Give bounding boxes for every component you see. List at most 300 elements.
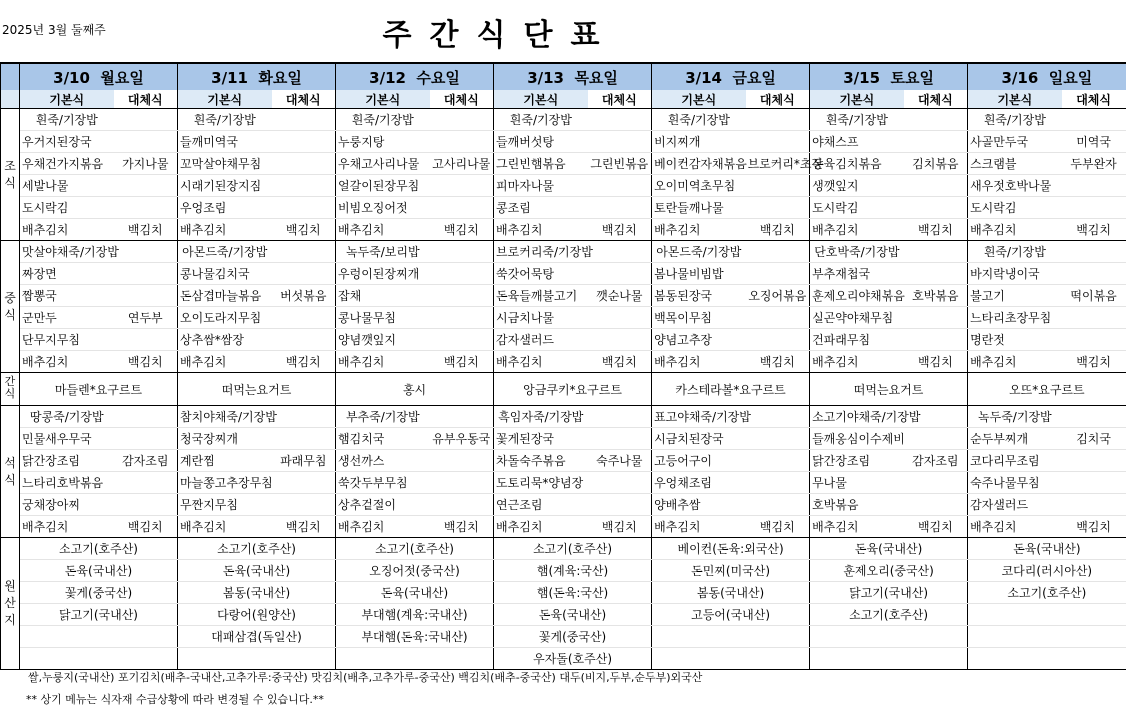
alt-menu-header: 대체식 bbox=[430, 90, 494, 109]
lunch-row bbox=[1, 263, 1126, 285]
day-weekday: 토요일 bbox=[890, 68, 934, 87]
alt-menu-item: 오징어볶음 bbox=[746, 285, 810, 307]
alt-menu-item: 백김치 bbox=[114, 516, 178, 538]
menu-item: 부추재첩국 bbox=[810, 263, 904, 285]
menu-item: 우채건가지볶음 bbox=[20, 153, 114, 175]
alt-menu-item bbox=[904, 329, 968, 351]
menu-item: 우엉조림 bbox=[178, 197, 272, 219]
dinner-row bbox=[1, 450, 1126, 472]
menu-item: 배추김치 bbox=[810, 516, 904, 538]
origin-item: 돈육(국내산) bbox=[494, 604, 652, 626]
menu-item: 배추김치 bbox=[178, 516, 272, 538]
snack-item: 떠먹는요거트 bbox=[178, 373, 336, 406]
alt-menu-item bbox=[272, 428, 336, 450]
change-notice: ** 상기 메뉴는 식자재 수급상황에 따라 변경될 수 있습니다.** bbox=[26, 693, 324, 706]
alt-menu-item bbox=[588, 406, 652, 428]
day-date: 3/15 bbox=[843, 68, 881, 87]
alt-menu-item bbox=[1062, 109, 1126, 131]
origin-item: 소고기(호주산) bbox=[494, 538, 652, 560]
menu-item: 콩나물김치국 bbox=[178, 263, 272, 285]
menu-item: 느타리호박볶음 bbox=[20, 472, 114, 494]
menu-item: 배추김치 bbox=[968, 219, 1062, 241]
alt-menu-header: 대체식 bbox=[588, 90, 652, 109]
menu-item: 비지찌개 bbox=[652, 131, 746, 153]
base-menu-header: 기본식 bbox=[494, 90, 588, 109]
base-menu-header: 기본식 bbox=[652, 90, 746, 109]
origin-item: 봄동(국내산) bbox=[178, 582, 336, 604]
alt-menu-item: 백김치 bbox=[272, 516, 336, 538]
dinner-row bbox=[1, 494, 1126, 516]
alt-menu-item: 숙주나물 bbox=[588, 450, 652, 472]
alt-menu-item: 깻순나물 bbox=[588, 285, 652, 307]
snack-item: 마들렌*요구르트 bbox=[20, 373, 178, 406]
spacer bbox=[564, 69, 574, 87]
page-title: 주간식단표 bbox=[382, 18, 618, 53]
alt-menu-item bbox=[746, 307, 810, 329]
day-weekday: 금요일 bbox=[732, 68, 776, 87]
alt-menu-item bbox=[430, 472, 494, 494]
menu-item: 배추김치 bbox=[494, 516, 588, 538]
menu-item: 시금치된장국 bbox=[652, 428, 746, 450]
menu-item: 새우젓호박나물 bbox=[968, 175, 1062, 197]
alt-menu-item: 백김치 bbox=[1062, 351, 1126, 373]
menu-item: 들깨옹심이수제비 bbox=[810, 428, 904, 450]
alt-menu-item: 백김치 bbox=[1062, 516, 1126, 538]
lunch-row bbox=[1, 285, 1126, 307]
alt-menu-item: 백김치 bbox=[114, 219, 178, 241]
dinner-row bbox=[1, 516, 1126, 538]
menu-item: 숙주나물무침 bbox=[968, 472, 1062, 494]
alt-menu-header: 대체식 bbox=[746, 90, 810, 109]
menu-item: 배추김치 bbox=[336, 516, 430, 538]
menu-item: 배추김치 bbox=[178, 219, 272, 241]
alt-menu-item bbox=[114, 472, 178, 494]
alt-menu-item bbox=[1062, 329, 1126, 351]
alt-menu-item: 백김치 bbox=[1062, 219, 1126, 241]
corner-sub bbox=[1, 90, 20, 109]
alt-menu-item bbox=[904, 263, 968, 285]
menu-item: 아몬드죽/기장밥 bbox=[652, 241, 746, 263]
origin-item: 우자돌(호주산) bbox=[494, 648, 652, 670]
alt-menu-item bbox=[904, 428, 968, 450]
menu-item: 백목이무침 bbox=[652, 307, 746, 329]
alt-menu-item bbox=[114, 197, 178, 219]
alt-menu-item bbox=[114, 175, 178, 197]
base-menu-header: 기본식 bbox=[968, 90, 1062, 109]
spacer bbox=[880, 69, 890, 87]
alt-menu-item bbox=[588, 197, 652, 219]
spacer bbox=[248, 69, 258, 87]
menu-item: 콩나물무침 bbox=[336, 307, 430, 329]
alt-menu-item: 백김치 bbox=[272, 351, 336, 373]
alt-menu-item bbox=[272, 406, 336, 428]
menu-item: 흰죽/기장밥 bbox=[494, 109, 588, 131]
origin-item bbox=[810, 626, 968, 648]
origin-row bbox=[1, 604, 1126, 626]
alt-menu-item bbox=[114, 494, 178, 516]
alt-menu-item: 백김치 bbox=[746, 219, 810, 241]
day-date: 3/11 bbox=[211, 68, 248, 87]
alt-menu-item bbox=[1062, 175, 1126, 197]
corner-cell bbox=[1, 63, 20, 90]
section-label-text: 조식 bbox=[4, 158, 16, 190]
menu-item: 군만두 bbox=[20, 307, 114, 329]
menu-item: 도토리묵*양념장 bbox=[494, 472, 588, 494]
menu-item: 고등어구이 bbox=[652, 450, 746, 472]
menu-item: 돈육들깨불고기 bbox=[494, 285, 588, 307]
alt-menu-item: 백김치 bbox=[114, 351, 178, 373]
alt-menu-item: 두부완자 bbox=[1062, 153, 1126, 175]
alt-menu-item: 백김치 bbox=[588, 351, 652, 373]
origin-item: 봄동(국내산) bbox=[652, 582, 810, 604]
snack-item: 떠먹는요거트 bbox=[810, 373, 968, 406]
origin-item: 베이컨(돈육:외국산) bbox=[652, 538, 810, 560]
alt-menu-item bbox=[588, 472, 652, 494]
menu-item: 쑥갓두부무침 bbox=[336, 472, 430, 494]
day-weekday: 화요일 bbox=[258, 68, 302, 87]
alt-menu-item bbox=[746, 263, 810, 285]
alt-menu-item bbox=[1062, 197, 1126, 219]
alt-menu-item bbox=[904, 494, 968, 516]
alt-menu-item bbox=[746, 241, 810, 263]
origin-item: 햄(돈육:국산) bbox=[494, 582, 652, 604]
menu-item: 사골만두국 bbox=[968, 131, 1062, 153]
alt-menu-item bbox=[272, 175, 336, 197]
menu-item: 상추겉절이 bbox=[336, 494, 430, 516]
alt-menu-item bbox=[1062, 494, 1126, 516]
day-header bbox=[494, 63, 652, 90]
menu-item: 감자샐러드 bbox=[968, 494, 1062, 516]
menu-item: 흰죽/기장밥 bbox=[20, 109, 114, 131]
origin-item: 닭고기(국내산) bbox=[810, 582, 968, 604]
spacer bbox=[1038, 69, 1048, 87]
section-label-text: 중식 bbox=[4, 290, 16, 322]
day-header bbox=[20, 63, 178, 90]
base-menu-header: 기본식 bbox=[336, 90, 430, 109]
menu-item: 토란들깨나물 bbox=[652, 197, 746, 219]
alt-menu-item bbox=[430, 450, 494, 472]
origin-item: 고등어(국내산) bbox=[652, 604, 810, 626]
day-header bbox=[336, 63, 494, 90]
alt-menu-item bbox=[430, 307, 494, 329]
origin-item: 훈제오리(중국산) bbox=[810, 560, 968, 582]
menu-item: 그린빈햄볶음 bbox=[494, 153, 588, 175]
alt-menu-item bbox=[746, 131, 810, 153]
alt-menu-item bbox=[430, 263, 494, 285]
menu-item: 도시락김 bbox=[20, 197, 114, 219]
origin-item bbox=[178, 648, 336, 670]
origin-item bbox=[652, 626, 810, 648]
menu-item: 우렁이된장찌개 bbox=[336, 263, 430, 285]
menu-item: 배추김치 bbox=[652, 516, 746, 538]
menu-item: 호박볶음 bbox=[810, 494, 904, 516]
alt-menu-item: 백김치 bbox=[430, 219, 494, 241]
alt-menu-item bbox=[430, 131, 494, 153]
origin-row bbox=[1, 582, 1126, 604]
dinner-row bbox=[1, 428, 1126, 450]
base-menu-header: 기본식 bbox=[178, 90, 272, 109]
menu-item: 배추김치 bbox=[178, 351, 272, 373]
alt-menu-item bbox=[114, 428, 178, 450]
alt-menu-item bbox=[904, 175, 968, 197]
origin-row bbox=[1, 648, 1126, 670]
menu-item: 배추김치 bbox=[494, 351, 588, 373]
alt-menu-item: 미역국 bbox=[1062, 131, 1126, 153]
menu-item: 배추김치 bbox=[968, 351, 1062, 373]
alt-menu-item bbox=[272, 153, 336, 175]
menu-item: 꽃게된장국 bbox=[494, 428, 588, 450]
menu-item: 건파래무침 bbox=[810, 329, 904, 351]
menu-item: 흰죽/기장밥 bbox=[178, 109, 272, 131]
alt-menu-item bbox=[430, 494, 494, 516]
menu-item: 차돌숙주볶음 bbox=[494, 450, 588, 472]
menu-item: 오이미역초무침 bbox=[652, 175, 746, 197]
alt-menu-item bbox=[588, 109, 652, 131]
menu-item: 상추쌈*쌈장 bbox=[178, 329, 272, 351]
origin-item: 부대햄(계육:국내산) bbox=[336, 604, 494, 626]
origin-item: 돈육(국내산) bbox=[968, 538, 1126, 560]
menu-item: 부추죽/기장밥 bbox=[336, 406, 430, 428]
alt-menu-item: 김치볶음 bbox=[904, 153, 968, 175]
breakfast-row bbox=[1, 219, 1126, 241]
alt-menu-item bbox=[114, 131, 178, 153]
origin-item bbox=[336, 648, 494, 670]
alt-menu-item: 가지나물 bbox=[114, 153, 178, 175]
alt-menu-item bbox=[1062, 472, 1126, 494]
origin-item: 소고기(호주산) bbox=[810, 604, 968, 626]
origin-item: 소고기(호주산) bbox=[178, 538, 336, 560]
menu-item: 불고기 bbox=[968, 285, 1062, 307]
alt-menu-item bbox=[114, 329, 178, 351]
origin-item: 햄(계육:국산) bbox=[494, 560, 652, 582]
day-date: 3/16 bbox=[1001, 68, 1039, 87]
origin-item: 소고기(호주산) bbox=[20, 538, 178, 560]
menu-item: 봄동된장국 bbox=[652, 285, 746, 307]
origin-item: 꽃게(중국산) bbox=[20, 582, 178, 604]
menu-item: 계란찜 bbox=[178, 450, 272, 472]
alt-menu-item bbox=[588, 428, 652, 450]
menu-item: 꼬막살야채무침 bbox=[178, 153, 272, 175]
origin-label bbox=[1, 538, 20, 670]
menu-item: 돈육김치볶음 bbox=[810, 153, 904, 175]
menu-item: 흰죽/기장밥 bbox=[810, 109, 904, 131]
alt-menu-item bbox=[904, 307, 968, 329]
alt-menu-item: 연두부 bbox=[114, 307, 178, 329]
menu-item: 감자샐러드 bbox=[494, 329, 588, 351]
section-label-text: 석식 bbox=[4, 455, 16, 487]
breakfast-row bbox=[1, 175, 1126, 197]
menu-item: 배추김치 bbox=[810, 219, 904, 241]
alt-menu-item: 그린빈볶음 bbox=[588, 153, 652, 175]
menu-item: 마늘쫑고추장무침 bbox=[178, 472, 272, 494]
alt-menu-item bbox=[272, 494, 336, 516]
week-label: 2025년 3월 둘째주 bbox=[2, 23, 106, 37]
menu-item: 생선까스 bbox=[336, 450, 430, 472]
alt-menu-item bbox=[746, 494, 810, 516]
menu-item: 단무지무침 bbox=[20, 329, 114, 351]
origin-row bbox=[1, 626, 1126, 648]
alt-menu-item: 백김치 bbox=[746, 351, 810, 373]
menu-item: 단호박죽/기장밥 bbox=[810, 241, 904, 263]
origin-item bbox=[20, 648, 178, 670]
menu-item: 참치야채죽/기장밥 bbox=[178, 406, 272, 428]
origin-item: 소고기(호주산) bbox=[968, 582, 1126, 604]
breakfast-row bbox=[1, 197, 1126, 219]
alt-menu-item bbox=[588, 329, 652, 351]
alt-menu-item bbox=[430, 329, 494, 351]
base-menu-header: 기본식 bbox=[20, 90, 114, 109]
menu-item: 닭간장조림 bbox=[810, 450, 904, 472]
alt-menu-item bbox=[272, 109, 336, 131]
snack-item: 홍시 bbox=[336, 373, 494, 406]
lunch-row bbox=[1, 351, 1126, 373]
breakfast-row bbox=[1, 109, 1126, 131]
snack-row bbox=[1, 373, 1126, 406]
alt-menu-item: 김치국 bbox=[1062, 428, 1126, 450]
alt-menu-item bbox=[904, 472, 968, 494]
alt-menu-item bbox=[272, 263, 336, 285]
alt-menu-item bbox=[588, 241, 652, 263]
alt-menu-item: 백김치 bbox=[746, 516, 810, 538]
alt-menu-item bbox=[114, 109, 178, 131]
alt-menu-item bbox=[588, 263, 652, 285]
alt-menu-item: 백김치 bbox=[430, 351, 494, 373]
alt-menu-item: 백김치 bbox=[430, 516, 494, 538]
alt-menu-item bbox=[430, 285, 494, 307]
menu-item: 시금치나물 bbox=[494, 307, 588, 329]
alt-menu-item bbox=[114, 285, 178, 307]
menu-item: 배추김치 bbox=[20, 219, 114, 241]
menu-item: 콩조림 bbox=[494, 197, 588, 219]
alt-menu-item bbox=[430, 197, 494, 219]
alt-menu-item: 백김치 bbox=[588, 219, 652, 241]
menu-item: 오이도라지무침 bbox=[178, 307, 272, 329]
lunch-row bbox=[1, 241, 1126, 263]
origin-item: 꽃게(중국산) bbox=[494, 626, 652, 648]
menu-item: 들깨버섯탕 bbox=[494, 131, 588, 153]
menu-item: 아몬드죽/기장밥 bbox=[178, 241, 272, 263]
alt-menu-item: 떡이볶음 bbox=[1062, 285, 1126, 307]
origin-item bbox=[652, 648, 810, 670]
breakfast-row bbox=[1, 131, 1126, 153]
spacer bbox=[90, 69, 100, 87]
alt-menu-header: 대체식 bbox=[272, 90, 336, 109]
origin-item bbox=[968, 648, 1126, 670]
menu-item: 들깨미역국 bbox=[178, 131, 272, 153]
sub-header-row bbox=[1, 90, 1126, 109]
menu-item: 배추김치 bbox=[20, 516, 114, 538]
origin-item: 돈육(국내산) bbox=[810, 538, 968, 560]
alt-menu-item: 백김치 bbox=[904, 351, 968, 373]
snack-item: 오뜨*요구르트 bbox=[968, 373, 1126, 406]
origin-item: 부대햄(돈육:국내산) bbox=[336, 626, 494, 648]
menu-item: 바지락냉이국 bbox=[968, 263, 1062, 285]
menu-item: 야채스프 bbox=[810, 131, 904, 153]
menu-item: 우거지된장국 bbox=[20, 131, 114, 153]
lunch-row bbox=[1, 329, 1126, 351]
alt-menu-item bbox=[272, 197, 336, 219]
menu-item: 흰죽/기장밥 bbox=[968, 241, 1062, 263]
alt-menu-item bbox=[588, 494, 652, 516]
section-label-text: 간식 bbox=[4, 375, 16, 400]
alt-menu-item: 감자조림 bbox=[904, 450, 968, 472]
origin-item bbox=[968, 604, 1126, 626]
menu-item: 땅콩죽/기장밥 bbox=[20, 406, 114, 428]
snack-item: 카스테라볼*요구르트 bbox=[652, 373, 810, 406]
menu-item: 배추김치 bbox=[336, 351, 430, 373]
menu-item: 무나물 bbox=[810, 472, 904, 494]
menu-item: 흰죽/기장밥 bbox=[336, 109, 430, 131]
menu-item: 누룽지탕 bbox=[336, 131, 430, 153]
menu-item: 훈제오리야채볶음 bbox=[810, 285, 904, 307]
day-weekday: 수요일 bbox=[416, 68, 460, 87]
breakfast-row bbox=[1, 153, 1126, 175]
origin-footnote: 쌀,누룽지(국내산) 포기김치(배추-국내산,고추가루:중국산) 맛김치(배추,고추가루-중국산) 백김치(배추-중국산) 대두(비지,두부,순두부)외국산 bbox=[28, 671, 703, 684]
spacer bbox=[722, 69, 732, 87]
origin-item bbox=[968, 626, 1126, 648]
day-date: 3/10 bbox=[53, 68, 90, 87]
alt-menu-item bbox=[746, 406, 810, 428]
menu-item: 배추김치 bbox=[336, 219, 430, 241]
alt-menu-item bbox=[430, 406, 494, 428]
menu-item: 배추김치 bbox=[20, 351, 114, 373]
menu-item: 흰죽/기장밥 bbox=[968, 109, 1062, 131]
section-label-text: 원산지 bbox=[4, 579, 16, 627]
alt-menu-item bbox=[272, 472, 336, 494]
alt-menu-header: 대체식 bbox=[1062, 90, 1126, 109]
day-header bbox=[178, 63, 336, 90]
menu-item: 세발나물 bbox=[20, 175, 114, 197]
alt-menu-item bbox=[746, 109, 810, 131]
menu-item: 녹두죽/기장밥 bbox=[968, 406, 1062, 428]
menu-item: 흑임자죽/기장밥 bbox=[494, 406, 588, 428]
lunch-row bbox=[1, 307, 1126, 329]
alt-menu-item: 백김치 bbox=[588, 516, 652, 538]
alt-menu-item bbox=[1062, 241, 1126, 263]
menu-item: 민물새우무국 bbox=[20, 428, 114, 450]
menu-item: 도시락김 bbox=[968, 197, 1062, 219]
day-header bbox=[968, 63, 1126, 90]
day-date: 3/12 bbox=[369, 68, 406, 87]
origin-item: 돈육(국내산) bbox=[336, 582, 494, 604]
alt-menu-header: 대체식 bbox=[904, 90, 968, 109]
origin-row bbox=[1, 560, 1126, 582]
origin-item bbox=[20, 626, 178, 648]
menu-item: 순두부찌개 bbox=[968, 428, 1062, 450]
alt-menu-item bbox=[272, 329, 336, 351]
menu-item: 녹두죽/보리밥 bbox=[336, 241, 430, 263]
dinner-row bbox=[1, 472, 1126, 494]
alt-menu-item bbox=[904, 241, 968, 263]
base-menu-header: 기본식 bbox=[810, 90, 904, 109]
menu-item: 맛살야채죽/기장밥 bbox=[20, 241, 114, 263]
origin-item: 소고기(호주산) bbox=[336, 538, 494, 560]
snack-label bbox=[1, 373, 20, 406]
menu-item: 우엉채조림 bbox=[652, 472, 746, 494]
menu-item: 피마자나물 bbox=[494, 175, 588, 197]
menu-item: 연근조림 bbox=[494, 494, 588, 516]
origin-item: 돈민찌(미국산) bbox=[652, 560, 810, 582]
menu-item: 배추김치 bbox=[652, 351, 746, 373]
day-header bbox=[810, 63, 968, 90]
origin-item: 닭고기(국내산) bbox=[20, 604, 178, 626]
origin-item: 돈육(국내산) bbox=[178, 560, 336, 582]
menu-item: 청국장찌개 bbox=[178, 428, 272, 450]
menu-item: 생깻잎지 bbox=[810, 175, 904, 197]
menu-item: 흰죽/기장밥 bbox=[652, 109, 746, 131]
menu-item: 브로커리죽/기장밥 bbox=[494, 241, 588, 263]
breakfast-label bbox=[1, 109, 20, 241]
